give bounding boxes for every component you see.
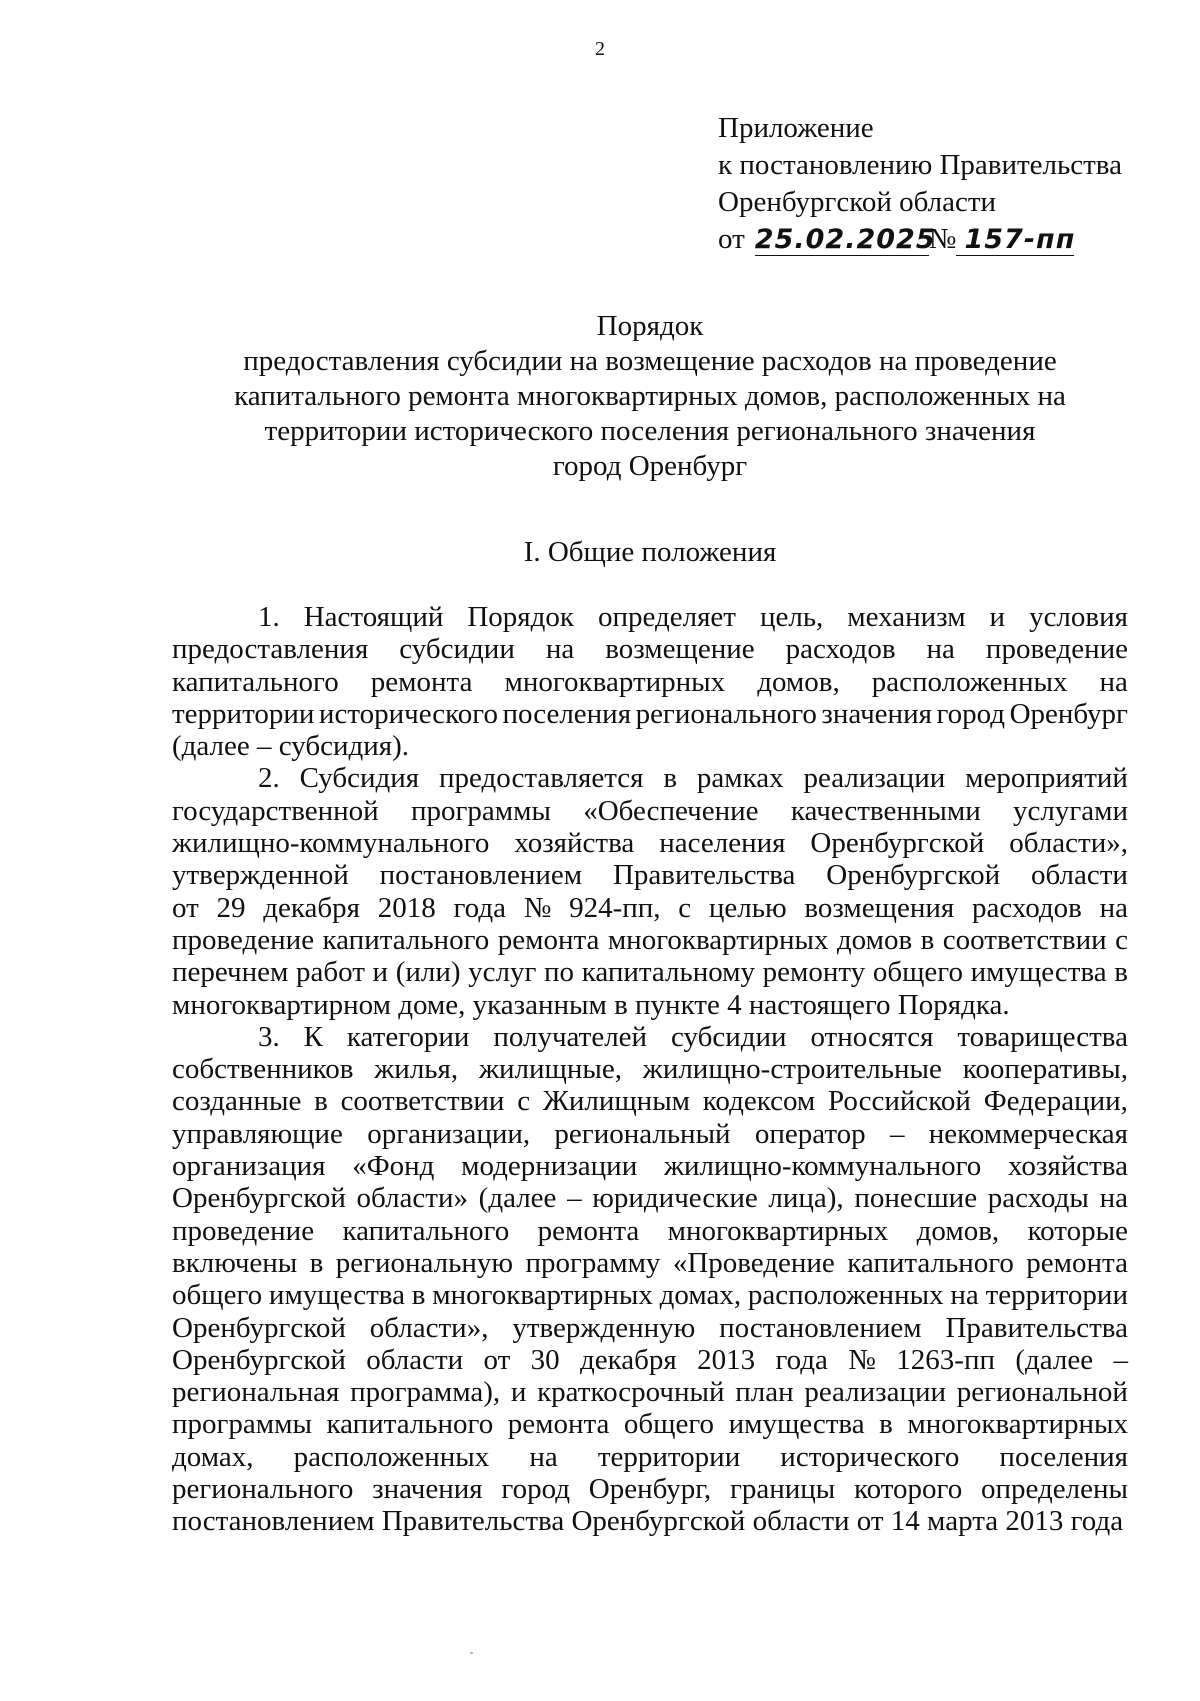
date-prefix: от [718, 223, 745, 255]
title-line-4: территории исторического поселения регионального значения [264, 415, 1036, 447]
paragraph-line: 1. Настоящий Порядок определяет цель, механизм и условия [258, 601, 1128, 633]
handwritten-date: 25.02.2025 [754, 224, 936, 255]
paragraph-line: постановлением Правительства Оренбургской области от 14 марта 2013 года [172, 1505, 1124, 1538]
paragraph-line: созданные в соответствии с Жилищным кодексом Российской Федерации, [172, 1085, 1128, 1118]
appendix-date-line [718, 221, 1122, 258]
paragraph-line: проведение капитального ремонта многоквартирных домов, которые [172, 1214, 1128, 1247]
paragraph-line: жилищно-коммунального хозяйства населения Оренбургской области», [172, 827, 1128, 860]
handwritten-number: 157-пп [956, 225, 1074, 256]
appendix-title: Приложение [718, 112, 874, 144]
paragraph-line: программы капитального ремонта общего имущества в многоквартирных [172, 1408, 1128, 1441]
paragraph-3 [172, 1021, 1128, 1538]
paragraph-line: территории исторического поселения регионального значения город Оренбург [172, 697, 1128, 730]
appendix-block [718, 110, 1122, 258]
paragraph-line: 2. Субсидия предоставляется в рамках реализации мероприятий [258, 762, 1128, 795]
paragraph-line: домах, расположенных на территории исторического поселения [172, 1440, 1128, 1473]
paragraph-line: включены в региональную программу «Проведение капитального ремонта [172, 1246, 1128, 1279]
page-number: 2 [595, 38, 605, 60]
paragraph-2 [172, 762, 1128, 1020]
title-line-3: капитального ремонта многоквартирных домов, расположенных на [234, 380, 1066, 412]
paragraph-line: перечнем работ и (или) услуг по капитальному ремонту общего имущества в [172, 956, 1128, 989]
document-title [172, 309, 1128, 484]
paragraph-line: многоквартирном доме, указанным в пункте 4 настоящего Порядка. [172, 988, 1010, 1021]
body-text [172, 601, 1128, 1538]
paragraph-line: организация «Фонд модернизации жилищно-коммунального хозяйства [172, 1150, 1128, 1183]
paragraph-line: управляющие организации, региональный оператор – некоммерческая [172, 1117, 1128, 1150]
paragraph-line: от 29 декабря 2018 года № 924-пп, с целью возмещения расходов на [172, 891, 1128, 924]
paragraph-line: (далее – субсидия). [172, 730, 410, 763]
paragraph-line: региональная программа), и краткосрочный план реализации региональной [172, 1376, 1128, 1409]
section-heading: I. Общие положения [523, 536, 777, 568]
paragraph-line: 3. К категории получателей субсидии относятся товарищества [258, 1020, 1128, 1053]
paragraph-line: регионального значения город Оренбург, границы которого определены [172, 1473, 1128, 1506]
appendix-region: Оренбургской области [718, 186, 997, 218]
paragraph-line: общего имущества в многоквартирных домах, расположенных на территории [172, 1279, 1128, 1312]
paragraph-1 [172, 601, 1128, 762]
paragraph-line: Оренбургской области», утвержденную постановлением Правительства [172, 1311, 1128, 1344]
number-sign: № [928, 223, 957, 255]
paragraph-line: государственной программы «Обеспечение качественными услугами [172, 794, 1128, 827]
appendix-reference: к постановлению Правительства [718, 149, 1122, 181]
paragraph-line: собственников жилья, жилищные, жилищно-строительные кооперативы, [172, 1053, 1128, 1086]
title-line-2: предоставления субсидии на возмещение расходов на проведение [243, 345, 1057, 377]
paragraph-line: Оренбургской области от 30 декабря 2013 года № 1263-пп (далее – [172, 1343, 1128, 1376]
paragraph-line: утвержденной постановлением Правительства Оренбургской области [172, 859, 1128, 892]
paragraph-line: предоставления субсидии на возмещение расходов на проведение [172, 633, 1128, 666]
title-line-1: Порядок [596, 310, 704, 342]
title-line-5: город Оренбург [552, 450, 748, 482]
paragraph-line: Оренбургской области» (далее – юридические лица), понесшие расходы на [172, 1182, 1128, 1215]
paragraph-line: проведение капитального ремонта многоквартирных домов в соответствии с [172, 923, 1128, 956]
paragraph-line: капитального ремонта многоквартирных домов, расположенных на [172, 665, 1128, 698]
scan-artifact [470, 1652, 473, 1654]
